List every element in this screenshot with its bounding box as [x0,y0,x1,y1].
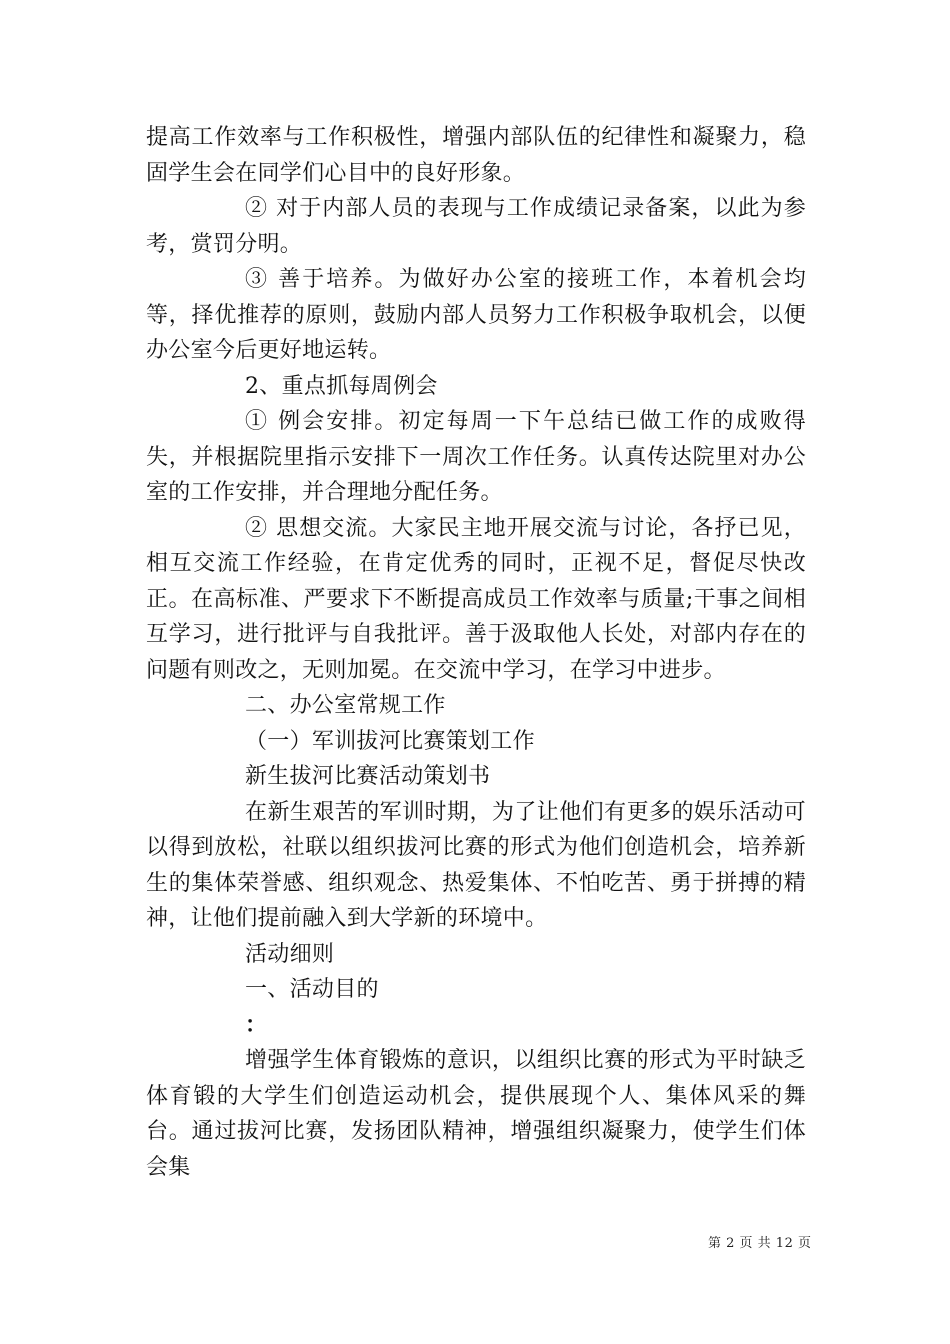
heading-plan-title: 新生拔河比赛活动策划书 [245,764,491,789]
page-number-footer: 第 2 页 共 12 页 [708,1236,812,1251]
colon-mark: ： [245,1011,268,1038]
heading-office-routine: 二、办公室常规工作 [245,693,446,718]
heading-tug-of-war-planning: （一）军训拔河比赛策划工作 [245,728,535,754]
paragraph-item-2: ② 对于内部人员的表现与工作成绩记录备案，以此为参考，赏罚分明。 [146,196,806,257]
paragraph-purpose-text: 增强学生体育锻炼的意识，以组织比赛的形式为平时缺乏体育锻的大学生们创造运动机会，提供展现个人、集体风采的舞台。通过拔河比赛，发扬团队精神，增强组织凝聚力，使学生们体会集 [146,1048,806,1180]
heading-weekly-meeting: 2、重点抓每周例会 [245,373,438,399]
paragraph-plan-intro: 在新生艰苦的军训时期，为了让他们有更多的娱乐活动可以得到放松，社联以组织拔河比赛的形式为他们创造机会，培养新生的集体荣誉感、组织观念、热爱集体、不怕吃苦、勇于拼搏的精神，让他们提前融入到大学新的环境中。 [146,799,806,931]
heading-activity-purpose: 一、活动目的 [245,977,379,1002]
paragraph-meeting-arrangement: ① 例会安排。初定每周一下午总结已做工作的成败得失，并根据院里指示安排下一周次工作任务。认真传达院里对办公室的工作安排，并合理地分配任务。 [146,409,806,505]
paragraph-intro-continued: 提高工作效率与工作积极性，增强内部队伍的纪律性和凝聚力，稳固学生会在同学们心目中的良好形象。 [146,125,806,186]
paragraph-idea-exchange: ② 思想交流。大家民主地开展交流与讨论，各抒已见，相互交流工作经验，在肯定优秀的同时，正视不足，督促尽快改正。在高标准、严要求下不断提高成员工作效率与质量;干事之间相互学习，进行批评与自我批评。善于汲取他人长处，对部内存在的问题有则改之，无则加冕。在交流中学习，在学习中进步。 [146,515,806,683]
paragraph-item-3: ③ 善于培养。为做好办公室的接班工作，本着机会均等，择优推荐的原则，鼓励内部人员努力工作积极争取机会，以便办公室今后更好地运转。 [146,267,806,363]
body-text [146,120,806,1185]
heading-activity-details: 活动细则 [245,941,335,967]
